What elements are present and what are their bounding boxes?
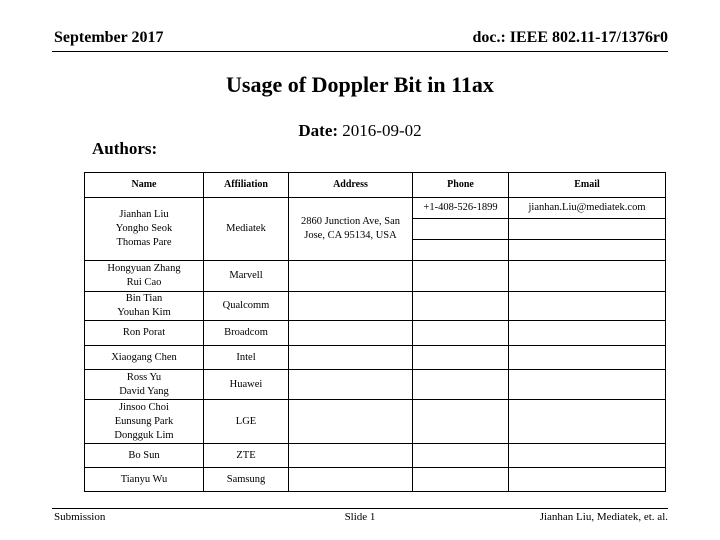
table-row <box>85 198 666 219</box>
header-divider <box>52 51 668 52</box>
table-row <box>85 261 666 292</box>
empty-cell <box>413 261 509 292</box>
table-header-row <box>85 173 666 198</box>
author-name: Jianhan Liu <box>119 209 169 220</box>
author-affiliation: Huawei <box>204 370 289 400</box>
author-name: Yongho Seok <box>115 223 173 234</box>
empty-cell <box>509 346 666 370</box>
empty-cell <box>289 346 413 370</box>
address-line: 2860 Junction Ave, San <box>301 216 400 227</box>
authors-table <box>84 172 666 492</box>
empty-cell <box>509 292 666 321</box>
author-phone: +1-408-526-1899 <box>413 198 509 219</box>
empty-cell <box>509 370 666 400</box>
empty-cell <box>413 400 509 444</box>
author-name: Youhan Kim <box>117 307 171 318</box>
author-email: jianhan.Liu@mediatek.com <box>509 198 666 219</box>
header-affiliation: Affiliation <box>204 173 289 198</box>
empty-cell <box>509 261 666 292</box>
empty-cell <box>413 292 509 321</box>
empty-cell <box>289 468 413 492</box>
empty-cell <box>413 346 509 370</box>
header-email: Email <box>509 173 666 198</box>
author-affiliation: Marvell <box>204 261 289 292</box>
empty-cell <box>289 370 413 400</box>
empty-cell <box>509 468 666 492</box>
empty-cell <box>289 321 413 346</box>
table-row <box>85 321 666 346</box>
author-name: Rui Cao <box>126 277 162 288</box>
table-row <box>85 292 666 321</box>
author-names <box>85 346 204 370</box>
table-row <box>85 444 666 468</box>
empty-cell <box>289 400 413 444</box>
empty-cell <box>413 240 509 261</box>
author-names <box>85 468 204 492</box>
header-phone: Phone <box>413 173 509 198</box>
author-affiliation: Qualcomm <box>204 292 289 321</box>
empty-cell <box>289 292 413 321</box>
table-row <box>85 468 666 492</box>
empty-cell <box>509 219 666 240</box>
empty-cell <box>413 444 509 468</box>
empty-cell <box>509 400 666 444</box>
author-names <box>85 444 204 468</box>
author-names <box>85 370 204 400</box>
empty-cell <box>289 444 413 468</box>
author-names <box>85 400 204 444</box>
authors-label: Authors: <box>92 139 158 158</box>
author-names <box>85 261 204 292</box>
author-name: Tianyu Wu <box>120 473 168 485</box>
header-name: Name <box>85 173 204 198</box>
header-address: Address <box>289 173 413 198</box>
table-row <box>85 400 666 444</box>
date-value: 2016-09-02 <box>342 121 422 140</box>
footer-submission: Submission <box>54 511 106 523</box>
empty-cell <box>413 321 509 346</box>
author-name: Bo Sun <box>128 449 160 461</box>
table-row <box>85 370 666 400</box>
footer-divider <box>52 508 668 509</box>
slide-title: Usage of Doppler Bit in 11ax <box>226 72 494 97</box>
author-address <box>289 198 413 261</box>
author-affiliation: Intel <box>204 346 289 370</box>
author-name: Xiaogang Chen <box>111 351 177 363</box>
author-affiliation: LGE <box>204 400 289 444</box>
footer-author: Jianhan Liu, Mediatek, et. al. <box>539 511 668 523</box>
header-date: September 2017 <box>54 29 164 46</box>
author-name: Jinsoo Choi <box>119 401 169 413</box>
date-label: Date: <box>298 121 339 140</box>
author-name: Ross Yu <box>126 371 162 383</box>
author-name: Thomas Pare <box>116 237 172 248</box>
table-row <box>85 346 666 370</box>
empty-cell <box>413 370 509 400</box>
author-names <box>85 198 204 261</box>
author-name: Dongguk Lim <box>114 429 174 441</box>
author-rows <box>85 261 666 492</box>
header-doc-id: doc.: IEEE 802.11-17/1376r0 <box>472 29 668 46</box>
author-names <box>85 321 204 346</box>
author-affiliation: Mediatek <box>204 198 289 261</box>
author-name: David Yang <box>119 385 169 397</box>
empty-cell <box>509 444 666 468</box>
author-names <box>85 292 204 321</box>
slide-date <box>0 121 720 141</box>
author-name: Ron Porat <box>122 327 166 338</box>
empty-cell <box>509 321 666 346</box>
author-affiliation: ZTE <box>204 444 289 468</box>
author-affiliation: Broadcom <box>204 321 289 346</box>
address-line: Jose, CA 95134, USA <box>304 230 397 241</box>
author-name: Bin Tian <box>125 293 163 304</box>
empty-cell <box>413 468 509 492</box>
author-name: Eunsung Park <box>114 415 174 427</box>
author-name: Hongyuan Zhang <box>107 263 181 274</box>
footer-slide-number: Slide 1 <box>344 511 376 523</box>
author-affiliation: Samsung <box>204 468 289 492</box>
empty-cell <box>289 261 413 292</box>
empty-cell <box>413 219 509 240</box>
empty-cell <box>509 240 666 261</box>
